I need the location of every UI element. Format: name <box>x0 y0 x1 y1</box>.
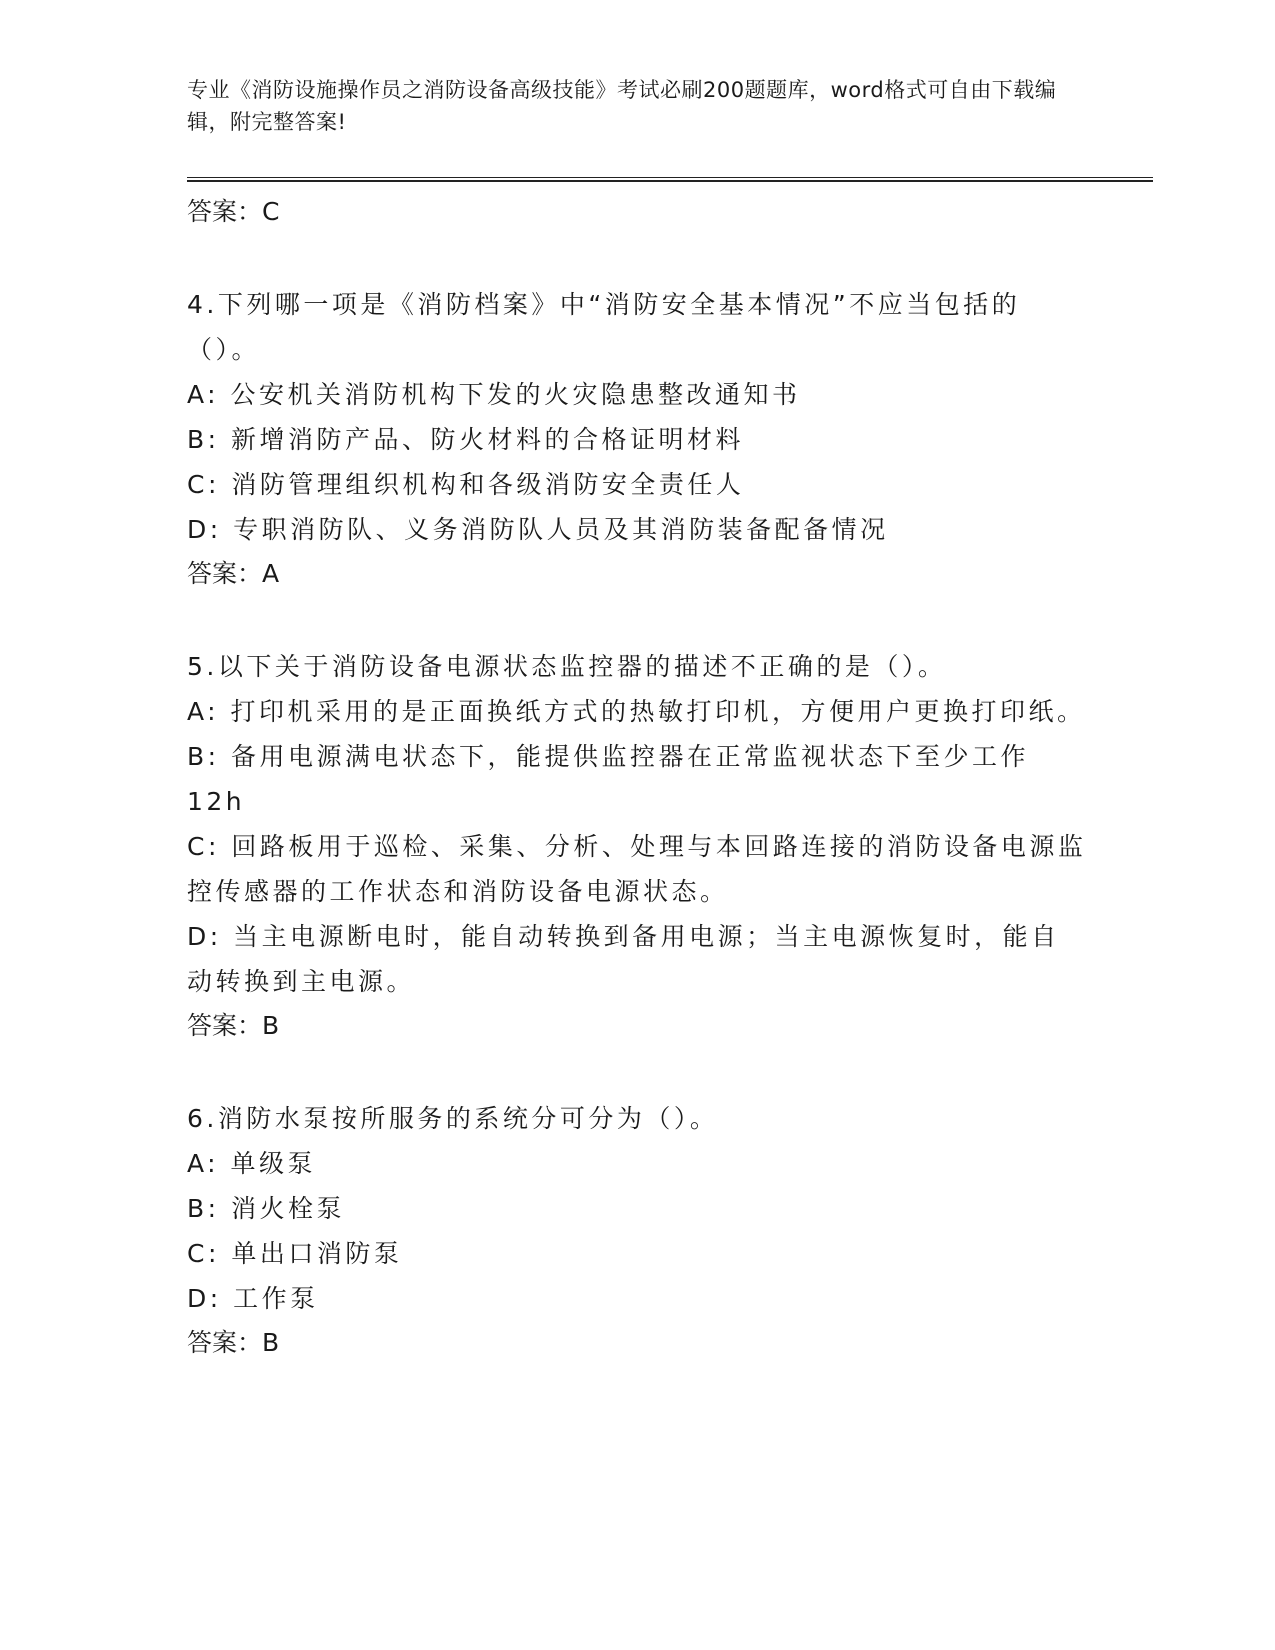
header-divider-thin <box>187 177 1153 178</box>
question-list <box>187 190 1087 1365</box>
question-5 <box>187 644 1087 1048</box>
option-a: A: 公安机关消防机构下发的火灾隐患整改通知书 <box>187 380 801 409</box>
question-stem: 6.消防水泵按所服务的系统分可分为（）。 <box>187 1104 719 1133</box>
option-b: B: 备用电源满电状态下，能提供监控器在正常监视状态下至少工作12h <box>187 742 1030 816</box>
option-d: D: 专职消防队、义务消防队人员及其消防装备配备情况 <box>187 515 889 544</box>
option-c: C: 回路板用于巡检、采集、分析、处理与本回路连接的消防设备电源监控传感器的工作状态和消防设备电源状态。 <box>187 832 1087 906</box>
option-c: C: 消防管理组织机构和各级消防安全责任人 <box>187 470 745 499</box>
question-stem: 4.下列哪一项是《消防档案》中“消防安全基本情况”不应当包括的（）。 <box>187 290 1021 364</box>
answer-line: 答案：A <box>187 559 280 588</box>
header-divider-thick <box>187 180 1153 182</box>
answer-line: 答案：C <box>187 197 280 226</box>
option-c: C: 单出口消防泵 <box>187 1239 403 1268</box>
answer-line: 答案：B <box>187 1011 280 1040</box>
answer-line: 答案：B <box>187 1328 280 1357</box>
option-a: A: 打印机采用的是正面换纸方式的热敏打印机，方便用户更换打印纸。 <box>187 697 1086 726</box>
option-d: D: 当主电源断电时，能自动转换到备用电源；当主电源恢复时，能自动转换到主电源。 <box>187 922 1060 996</box>
question-stem: 5.以下关于消防设备电源状态监控器的描述不正确的是（）。 <box>187 652 947 681</box>
option-b: B: 消火栓泵 <box>187 1194 346 1223</box>
option-b: B: 新增消防产品、防火材料的合格证明材料 <box>187 425 745 454</box>
question-6 <box>187 1096 1087 1365</box>
document-header: 专业《消防设施操作员之消防设备高级技能》考试必刷200题题库，word格式可自由下载编辑，附完整答案! <box>187 78 1057 134</box>
option-d: D: 工作泵 <box>187 1284 319 1313</box>
question-4 <box>187 282 1087 596</box>
option-a: A: 单级泵 <box>187 1149 317 1178</box>
